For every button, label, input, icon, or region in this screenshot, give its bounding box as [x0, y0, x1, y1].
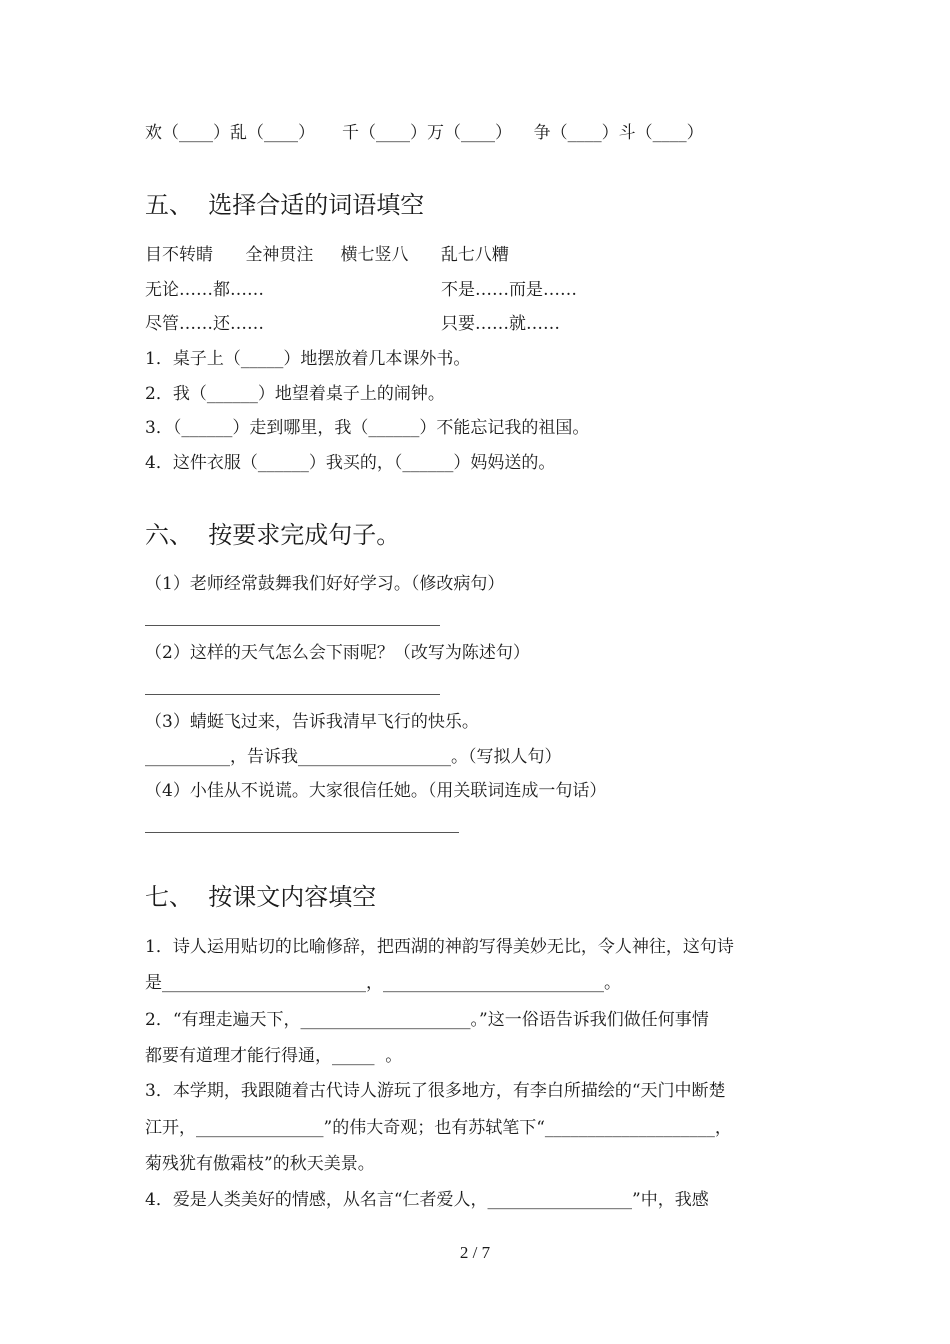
answer-line-1[interactable]	[145, 625, 440, 626]
section-6-question-3-answer: __________，告诉我__________________。（写拟人句）	[145, 747, 562, 767]
section-7-line-2: 是________________________，__________________________。	[145, 973, 621, 993]
section-7-line-7: 菊残犹有傲霜枝”的秋天美景。	[145, 1154, 375, 1174]
top-fill-line: 欢（____）乱（____） 千（____）万（____） 争（____）斗（____）	[145, 123, 704, 143]
conjunction-1a: 无论……都……	[145, 280, 264, 300]
section-7-line-8: 4．爱是人类美好的情感，从名言“仁者爱人，_________________”中，我感	[145, 1190, 709, 1210]
section-7-line-3: 2．“有理走遍天下，____________________。”这一俗语告诉我们做任何事情	[145, 1010, 709, 1030]
section-6-question-3: （3）蜻蜓飞过来，告诉我清早飞行的快乐。	[145, 712, 479, 732]
answer-line-2[interactable]	[145, 694, 440, 695]
conjunction-1b: 不是……而是……	[441, 280, 577, 300]
section-6-heading: 六、 按要求完成句子。	[145, 521, 401, 549]
section-7-line-4: 都要有道理才能行得通，_____ 。	[145, 1046, 403, 1066]
section-7-line-1: 1．诗人运用贴切的比喻修辞，把西湖的神韵写得美妙无比，令人神往，这句诗	[145, 937, 734, 957]
section-6-question-2: （2）这样的天气怎么会下雨呢？（改写为陈述句）	[145, 643, 530, 663]
conjunction-2a: 尽管……还……	[145, 314, 264, 334]
section-5-question-3: 3．（______）走到哪里，我（______）不能忘记我的祖国。	[145, 418, 590, 438]
section-5-question-1: 1．桌子上（_____）地摆放着几本课外书。	[145, 349, 471, 369]
section-6-question-4: （4）小佳从不说谎。大家很信任她。（用关联词连成一句话）	[145, 781, 607, 801]
answer-line-4[interactable]	[145, 832, 459, 833]
section-6-question-1: （1）老师经常鼓舞我们好好学习。（修改病句）	[145, 574, 505, 594]
conjunction-2b: 只要……就……	[441, 314, 560, 334]
section-5-heading: 五、 选择合适的词语填空	[145, 191, 425, 219]
section-5-question-4: 4．这件衣服（______）我买的，（______）妈妈送的。	[145, 453, 556, 473]
section-7-line-5: 3．本学期，我跟随着古代诗人游玩了很多地方，有李白所描绘的“天门中断楚	[145, 1081, 726, 1101]
page-number: 2 / 7	[459, 1243, 491, 1262]
section-5-question-2: 2．我（______）地望着桌子上的闹钟。	[145, 384, 445, 404]
section-7-heading: 七、 按课文内容填空	[145, 883, 377, 911]
word-bank: 目不转睛 全神贯注 横七竖八 乱七八糟	[145, 245, 509, 265]
section-7-line-6: 江开，_______________”的伟大奇观；也有苏轼笔下“____________________，	[145, 1118, 732, 1138]
